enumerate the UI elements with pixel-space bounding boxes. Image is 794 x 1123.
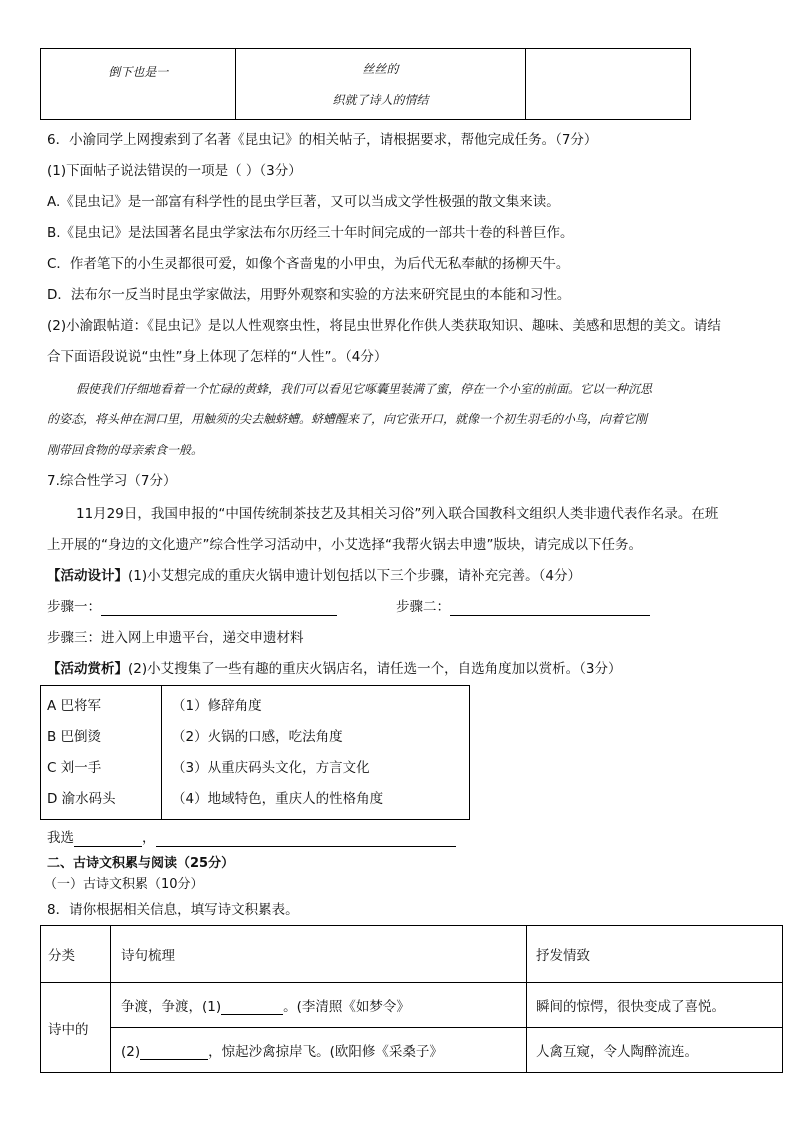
angle-item: （4）地域特色，重庆人的性格角度	[172, 790, 384, 807]
q7-step2-label: 步骤二：	[396, 599, 450, 615]
q7-step2	[396, 598, 650, 616]
q7-step3: 步骤三：进入网上申遗平台，递交申遗材料	[47, 630, 304, 646]
q6-sub2-line1: (2)小渝跟帖道：《昆虫记》是以人性观察虫性，将昆虫世界化作供人类获取知识、趣味、美感和思想的美文。请结	[47, 318, 721, 334]
poem-row2-emotion: 人禽互窥，令人陶醉流连。	[527, 1028, 783, 1073]
q7-choose-comma: ，	[142, 830, 156, 846]
shops-table	[40, 685, 470, 820]
shops-column	[41, 686, 162, 820]
q7-step2-blank[interactable]	[450, 601, 650, 616]
shop-item: A 巴将军	[47, 697, 102, 714]
q6-option-c: C．作者笔下的小生灵都很可爱，如像个吝啬鬼的小甲虫，为后代无私奉献的扬柳天牛。	[47, 256, 570, 272]
q7-step1-label: 步骤一：	[47, 599, 101, 615]
q7-step1	[47, 598, 337, 616]
poem-row1-emotion: 瞬间的惊愕，很快变成了喜悦。	[527, 983, 783, 1028]
section2-subtitle: （一）古诗文积累（10分）	[44, 877, 204, 892]
q7-step1-blank[interactable]	[101, 601, 337, 616]
q6-stem: 6．小渝同学上网搜索到了名著《昆虫记》的相关帖子，请根据要求，帮他完成任务。（7分）	[47, 132, 598, 148]
q7-choose-label: 我选	[47, 830, 74, 846]
poem-blank-2[interactable]	[140, 1045, 208, 1060]
q7-design-tag: 【活动设计】	[47, 568, 128, 584]
angles-column	[162, 686, 470, 820]
poem-header-lines: 诗句梳理	[111, 926, 527, 983]
q6-sub2-line2: 合下面语段说说“虫性”身上体现了怎样的“人性”。（4分）	[47, 349, 388, 365]
angle-item: （2）火锅的口感，吃法角度	[172, 728, 343, 745]
top-table-col3	[525, 49, 690, 120]
q7-appreciate-text: (2)小艾搜集了一些有趣的重庆火锅店名，请任选一个，自选角度加以赏析。（3分）	[128, 661, 622, 677]
q6-option-d: D．法布尔一反当时昆虫学家做法，用野外观察和实验的方法来研究昆虫的本能和习性。	[47, 287, 571, 303]
shop-item: C 刘一手	[47, 759, 102, 776]
poem-category-cell: 诗中的	[41, 983, 111, 1073]
top-table-col2	[236, 49, 525, 120]
q7-reason-blank[interactable]	[156, 832, 456, 847]
top-table-col2-line1: 丝丝的	[362, 62, 399, 76]
top-table-col1	[41, 49, 236, 120]
q6-passage-line2: 的姿态，将头伸在洞口里，用触须的尖去触蛴螬。蛴螬醒来了，向它张开口，就像一个初生羽毛的小鸟，向着它刚	[47, 412, 648, 426]
angle-item: （3）从重庆码头文化，方言文化	[172, 759, 370, 776]
q6-passage-line1: 假使我们仔细地看着一个忙碌的黄蜂，我们可以看见它啄囊里装满了蜜，停在一个小室的前面。它以一种沉思	[76, 382, 653, 396]
shop-item: B 巴倒烫	[47, 728, 102, 745]
q7-intro-line2: 上开展的“身边的文化遗产”综合性学习活动中，小艾选择“我帮火锅去申遗”版块，请完成以下任务。	[47, 537, 642, 553]
q7-choose-blank[interactable]	[74, 832, 142, 847]
top-table-col2-line2: 织就了诗人的情结	[332, 93, 429, 107]
poem-blank-1[interactable]	[221, 1000, 283, 1015]
q7-intro-line1: 11月29日，我国申报的“中国传统制茶技艺及其相关习俗”列入联合国教科文组织人类非遗代表作名录。在班	[76, 506, 719, 522]
poem-row1-lines: 争渡，争渡，(1) 。(李清照《如梦令》	[111, 983, 527, 1028]
q7-design	[47, 567, 581, 585]
poem-table	[40, 925, 783, 1073]
q6-passage-line3: 刚带回食物的母亲索食一般。	[47, 443, 204, 457]
q8-stem: 8．请你根据相关信息，填写诗文积累表。	[47, 902, 299, 918]
q7-title: 7.综合性学习（7分）	[47, 473, 177, 489]
q6-sub1: (1)下面帖子说法错误的一项是（ ）（3分）	[47, 163, 302, 179]
q7-choose-line	[47, 829, 456, 847]
shop-item: D 渝水码头	[47, 790, 116, 807]
q7-appreciate-tag: 【活动赏析】	[47, 661, 128, 677]
q7-appreciate	[47, 660, 621, 678]
poem-header-category: 分类	[41, 926, 111, 983]
section2-title: 二、古诗文积累与阅读（25分）	[47, 856, 235, 871]
angle-item: （1）修辞角度	[172, 697, 262, 714]
top-table-col1-text: 倒下也是一	[108, 65, 169, 79]
poem-header-emotion: 抒发情致	[527, 926, 783, 983]
q7-design-text: (1)小艾想完成的重庆火锅申遗计划包括以下三个步骤，请补充完善。（4分）	[128, 568, 581, 584]
q6-option-b: B.《昆虫记》是法国著名昆虫学家法布尔历经三十年时间完成的一部共十卷的科普巨作。	[47, 225, 574, 241]
poem-row2-lines: (2) ，惊起沙禽掠岸飞。(欧阳修《采桑子》	[111, 1028, 527, 1073]
top-table	[40, 48, 691, 120]
q6-option-a: A.《昆虫记》是一部富有科学性的昆虫学巨著，又可以当成文学性极强的散文集来读。	[47, 194, 560, 210]
